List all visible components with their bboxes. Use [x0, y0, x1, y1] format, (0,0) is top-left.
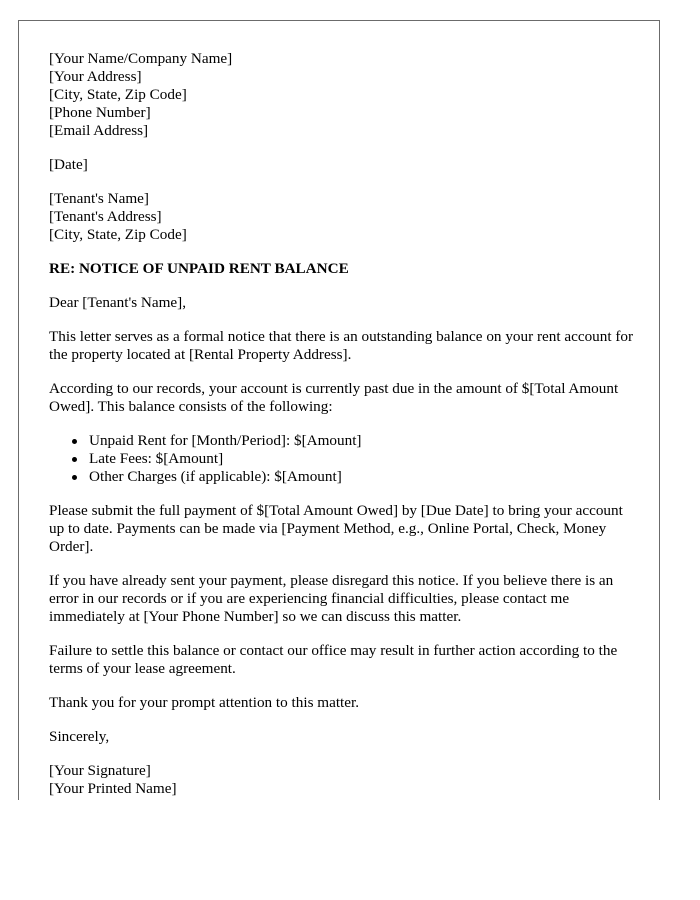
charge-item-late-fees: Late Fees: $[Amount]	[89, 450, 224, 467]
recipient-name: [Tenant's Name]	[49, 190, 149, 207]
charge-item-unpaid-rent: Unpaid Rent for [Month/Period]: $[Amount]	[89, 432, 362, 449]
sender-city-state-zip: [City, State, Zip Code]	[49, 86, 187, 103]
date-block	[49, 156, 639, 174]
recipient-block	[49, 190, 639, 244]
letter-content	[49, 50, 639, 798]
paragraph-records: According to our records, your account is currently past due in the amount of $[Total Amount Owed]. This balance consists of the following:	[49, 380, 619, 415]
sender-name: [Your Name/Company Name]	[49, 50, 233, 67]
sender-email: [Email Address]	[49, 122, 149, 139]
signature-line: [Your Signature]	[49, 762, 151, 779]
sender-phone: [Phone Number]	[49, 104, 151, 121]
sender-block	[49, 50, 639, 140]
list-item	[89, 450, 639, 468]
letter-date: [Date]	[49, 156, 88, 173]
bullet-icon	[72, 475, 77, 480]
bullet-icon	[72, 439, 77, 444]
subject-line: RE: NOTICE OF UNPAID RENT BALANCE	[49, 260, 349, 277]
charges-list	[49, 432, 639, 486]
printed-name: [Your Printed Name]	[49, 780, 177, 797]
salutation: Dear [Tenant's Name],	[49, 294, 187, 311]
bullet-icon	[72, 457, 77, 462]
paragraph-payment: Please submit the full payment of $[Total Amount Owed] by [Due Date] to bring your account up to date. Payments can be made via [Payment Method, e.g., Online Portal, Check, Money Order].	[49, 502, 623, 555]
sender-address: [Your Address]	[49, 68, 142, 85]
recipient-city-state-zip: [City, State, Zip Code]	[49, 226, 187, 243]
closing: Sincerely,	[49, 728, 110, 745]
paragraph-thanks: Thank you for your prompt attention to this matter.	[49, 694, 360, 711]
recipient-address: [Tenant's Address]	[49, 208, 162, 225]
signature-block	[49, 762, 639, 798]
letter-page	[18, 20, 660, 800]
list-item	[89, 468, 639, 486]
list-item	[89, 432, 639, 450]
charge-item-other: Other Charges (if applicable): $[Amount]	[89, 468, 342, 485]
paragraph-disregard: If you have already sent your payment, please disregard this notice. If you believe there is an error in our records or if you are experiencing financial difficulties, please contact me immediately at [Your Phone Number] so we can discuss this matter.	[49, 572, 614, 625]
paragraph-failure: Failure to settle this balance or contact our office may result in further action according to the terms of your lease agreement.	[49, 642, 618, 677]
paragraph-intro: This letter serves as a formal notice that there is an outstanding balance on your rent account for the property located at [Rental Property Address].	[49, 328, 634, 363]
